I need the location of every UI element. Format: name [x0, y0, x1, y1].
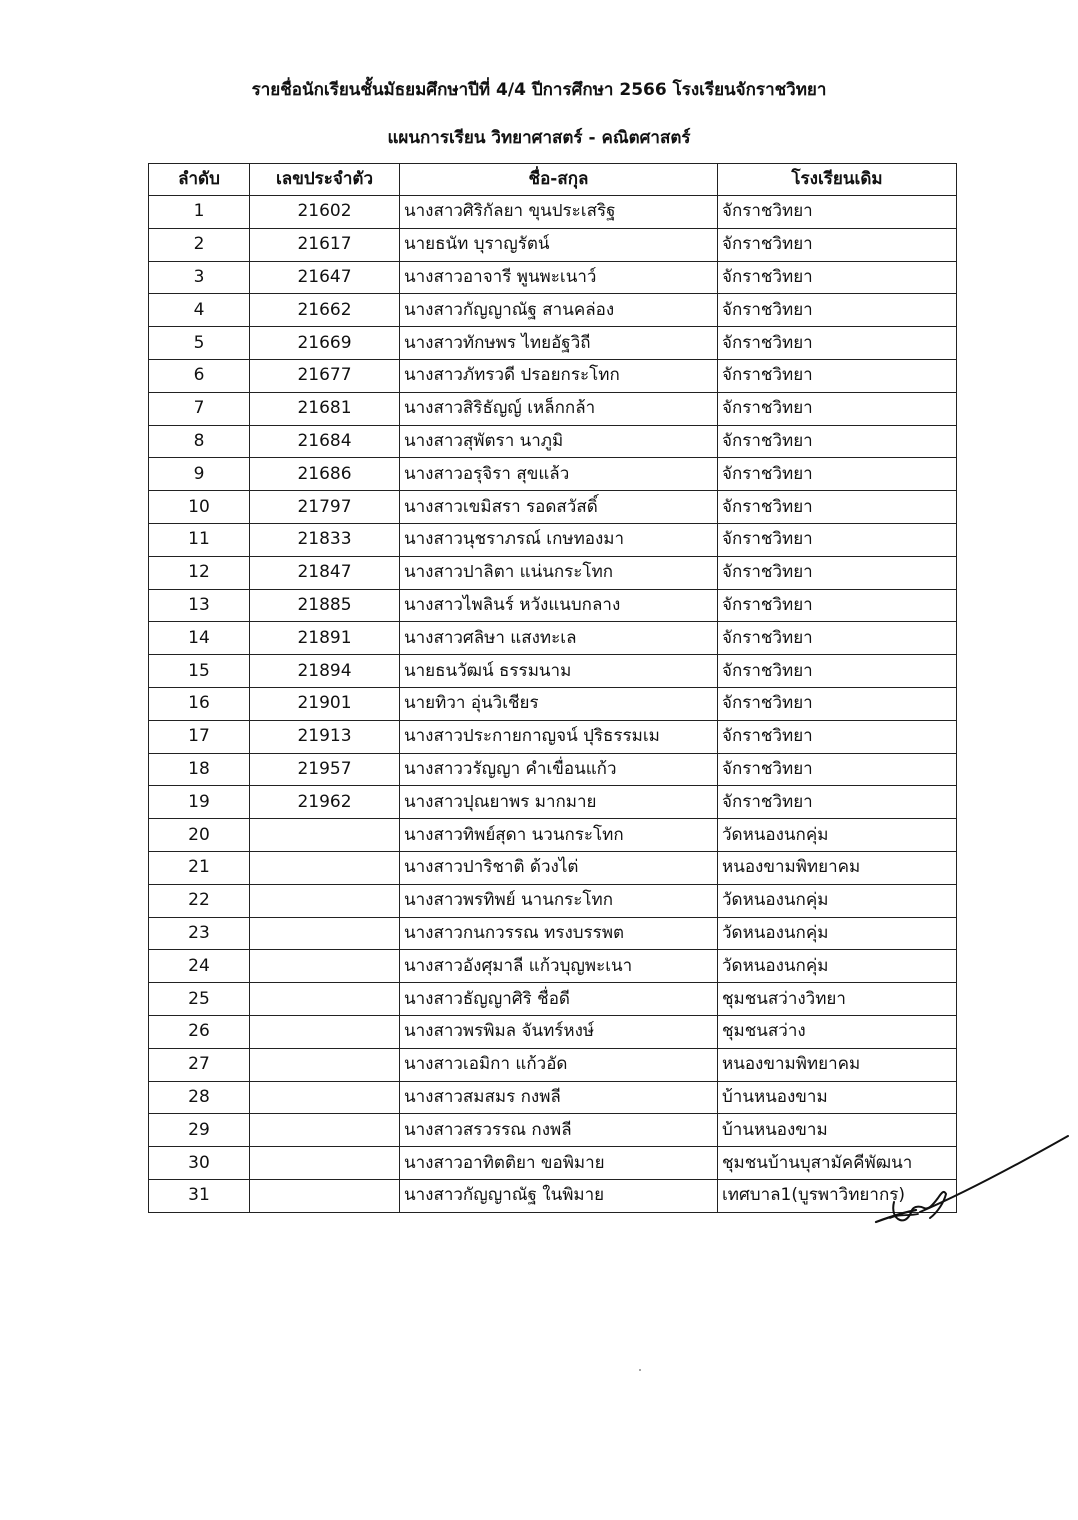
row-previous-school-cell: ชุมชนสว่าง	[718, 1015, 957, 1048]
row-order-cell: 15	[149, 655, 250, 688]
row-student-id-cell	[250, 917, 400, 950]
row-student-id-cell	[250, 884, 400, 917]
row-order-cell: 11	[149, 523, 250, 556]
row-previous-school-cell: จักราชวิทยา	[718, 523, 957, 556]
row-student-id-cell	[250, 1081, 400, 1114]
row-order-cell: 24	[149, 950, 250, 983]
table-row	[149, 917, 957, 950]
row-previous-school-cell: จักราชวิทยา	[718, 228, 957, 261]
row-previous-school-cell: จักราชวิทยา	[718, 491, 957, 524]
table-row	[149, 261, 957, 294]
row-previous-school-cell: บ้านหนองขาม	[718, 1081, 957, 1114]
table-row	[149, 1114, 957, 1147]
row-full-name-cell: นางสาวสุพัตรา นาภูมิ	[400, 425, 718, 458]
row-full-name-cell: นายธนัท บุราญรัตน์	[400, 228, 718, 261]
table-row	[149, 359, 957, 392]
row-student-id-cell: 21677	[250, 359, 400, 392]
row-previous-school-cell: วัดหนองนกคุ่ม	[718, 917, 957, 950]
row-order-cell: 14	[149, 622, 250, 655]
row-student-id-cell	[250, 950, 400, 983]
row-student-id-cell	[250, 1048, 400, 1081]
row-full-name-cell: นางสาวอรุจิรา สุขแล้ว	[400, 458, 718, 491]
row-previous-school-cell: วัดหนองนกคุ่ม	[718, 950, 957, 983]
scan-speck	[639, 1369, 641, 1371]
row-order-cell: 8	[149, 425, 250, 458]
table-row	[149, 1179, 957, 1212]
table-row	[149, 458, 957, 491]
table-body	[149, 196, 957, 1213]
table-row	[149, 228, 957, 261]
row-student-id-cell: 21962	[250, 786, 400, 819]
row-full-name-cell: นางสาวกัญญาณัฐ สานคล่อง	[400, 294, 718, 327]
row-student-id-cell	[250, 851, 400, 884]
row-order-cell: 16	[149, 687, 250, 720]
row-previous-school-cell: ชุมชนสว่างวิทยา	[718, 983, 957, 1016]
table-row	[149, 327, 957, 360]
row-full-name-cell: นางสาวประกายกาญจน์ ปุริธรรมเม	[400, 720, 718, 753]
row-full-name-cell: นางสาวเขมิสรา รอดสวัสดิ์	[400, 491, 718, 524]
row-order-cell: 10	[149, 491, 250, 524]
table-row	[149, 1147, 957, 1180]
row-student-id-cell	[250, 1179, 400, 1212]
table-row	[149, 556, 957, 589]
document-subtitle: แผนการเรียน วิทยาศาสตร์ - คณิตศาสตร์	[387, 128, 691, 148]
table-header-row	[149, 164, 957, 196]
row-previous-school-cell: จักราชวิทยา	[718, 458, 957, 491]
row-student-id-cell: 21901	[250, 687, 400, 720]
row-student-id-cell	[250, 1147, 400, 1180]
table-row	[149, 950, 957, 983]
table-row	[149, 523, 957, 556]
row-student-id-cell: 21891	[250, 622, 400, 655]
row-full-name-cell: นางสาววรัญญา คำเขื่อนแก้ว	[400, 753, 718, 786]
row-previous-school-cell: จักราชวิทยา	[718, 196, 957, 229]
header-student-id: เลขประจำตัว	[250, 164, 400, 196]
table-row	[149, 687, 957, 720]
table-row	[149, 753, 957, 786]
row-full-name-cell: นางสาวสมสมร กงพลี	[400, 1081, 718, 1114]
row-full-name-cell: นางสาวศลิษา แสงทะเล	[400, 622, 718, 655]
row-order-cell: 25	[149, 983, 250, 1016]
row-order-cell: 17	[149, 720, 250, 753]
table-row	[149, 720, 957, 753]
table-row	[149, 589, 957, 622]
table-row	[149, 1081, 957, 1114]
row-previous-school-cell: จักราชวิทยา	[718, 687, 957, 720]
row-full-name-cell: นางสาวกัญญาณัฐ ในพิมาย	[400, 1179, 718, 1212]
row-full-name-cell: นางสาวนุชราภรณ์ เกษทองมา	[400, 523, 718, 556]
row-previous-school-cell: จักราชวิทยา	[718, 589, 957, 622]
row-previous-school-cell: จักราชวิทยา	[718, 425, 957, 458]
table-row	[149, 622, 957, 655]
row-student-id-cell: 21669	[250, 327, 400, 360]
row-previous-school-cell: จักราชวิทยา	[718, 622, 957, 655]
row-order-cell: 13	[149, 589, 250, 622]
row-full-name-cell: นางสาวภัทรวดี ปรอยกระโทก	[400, 359, 718, 392]
row-order-cell: 3	[149, 261, 250, 294]
row-full-name-cell: นางสาวเอมิกา แก้วอัด	[400, 1048, 718, 1081]
row-order-cell: 12	[149, 556, 250, 589]
student-roster-table	[148, 163, 957, 1213]
row-order-cell: 27	[149, 1048, 250, 1081]
header-order: ลำดับ	[149, 164, 250, 196]
table-row	[149, 819, 957, 852]
row-previous-school-cell: จักราชวิทยา	[718, 294, 957, 327]
row-previous-school-cell: วัดหนองนกคุ่ม	[718, 884, 957, 917]
header-previous-school: โรงเรียนเดิม	[718, 164, 957, 196]
row-order-cell: 23	[149, 917, 250, 950]
row-order-cell: 21	[149, 851, 250, 884]
table-row	[149, 983, 957, 1016]
row-student-id-cell: 21617	[250, 228, 400, 261]
row-student-id-cell: 21647	[250, 261, 400, 294]
row-order-cell: 20	[149, 819, 250, 852]
row-student-id-cell: 21684	[250, 425, 400, 458]
row-previous-school-cell: จักราชวิทยา	[718, 655, 957, 688]
row-previous-school-cell: จักราชวิทยา	[718, 327, 957, 360]
row-student-id-cell	[250, 1015, 400, 1048]
row-student-id-cell: 21894	[250, 655, 400, 688]
row-student-id-cell: 21957	[250, 753, 400, 786]
row-order-cell: 4	[149, 294, 250, 327]
row-student-id-cell	[250, 983, 400, 1016]
table-row	[149, 425, 957, 458]
row-order-cell: 18	[149, 753, 250, 786]
table-row	[149, 1015, 957, 1048]
row-full-name-cell: นางสาวปาริชาติ ด้วงไต่	[400, 851, 718, 884]
row-student-id-cell: 21681	[250, 392, 400, 425]
row-previous-school-cell: เทศบาล1(บูรพาวิทยากร)	[718, 1179, 957, 1212]
row-order-cell: 30	[149, 1147, 250, 1180]
table-row	[149, 196, 957, 229]
row-full-name-cell: นางสาวศิริกัลยา ขุนประเสริฐ	[400, 196, 718, 229]
row-student-id-cell: 21686	[250, 458, 400, 491]
row-student-id-cell: 21847	[250, 556, 400, 589]
document-title: รายชื่อนักเรียนชั้นมัธยมศึกษาปีที่ 4/4 ปีการศึกษา 2566 โรงเรียนจักราชวิทยา	[251, 80, 827, 100]
row-order-cell: 9	[149, 458, 250, 491]
row-order-cell: 31	[149, 1179, 250, 1212]
row-full-name-cell: นางสาวปาลิตา แน่นกระโทก	[400, 556, 718, 589]
row-order-cell: 19	[149, 786, 250, 819]
row-full-name-cell: นางสาวทิพย์สุดา นวนกระโทก	[400, 819, 718, 852]
table-row	[149, 655, 957, 688]
row-order-cell: 5	[149, 327, 250, 360]
row-full-name-cell: นางสาวพรพิมล จันทร์หงษ์	[400, 1015, 718, 1048]
row-previous-school-cell: จักราชวิทยา	[718, 359, 957, 392]
row-order-cell: 2	[149, 228, 250, 261]
row-previous-school-cell: ชุมชนบ้านบุสามัคคีพัฒนา	[718, 1147, 957, 1180]
row-full-name-cell: นางสาวไพลินร์ หวังแนบกลาง	[400, 589, 718, 622]
row-student-id-cell: 21602	[250, 196, 400, 229]
row-previous-school-cell: จักราชวิทยา	[718, 786, 957, 819]
row-full-name-cell: นางสาวสรวรรณ กงพลี	[400, 1114, 718, 1147]
row-student-id-cell: 21885	[250, 589, 400, 622]
row-student-id-cell	[250, 1114, 400, 1147]
row-order-cell: 7	[149, 392, 250, 425]
row-full-name-cell: นายธนวัฒน์ ธรรมนาม	[400, 655, 718, 688]
row-full-name-cell: นางสาวปุณยาพร มากมาย	[400, 786, 718, 819]
row-previous-school-cell: หนองขามพิทยาคม	[718, 1048, 957, 1081]
row-previous-school-cell: จักราชวิทยา	[718, 720, 957, 753]
row-order-cell: 22	[149, 884, 250, 917]
row-student-id-cell: 21913	[250, 720, 400, 753]
row-full-name-cell: นางสาวพรทิพย์ นานกระโทก	[400, 884, 718, 917]
row-previous-school-cell: จักราชวิทยา	[718, 556, 957, 589]
header-full-name: ชื่อ-สกุล	[400, 164, 718, 196]
signature-icon	[872, 1132, 1072, 1232]
table-row	[149, 491, 957, 524]
row-student-id-cell: 21833	[250, 523, 400, 556]
row-student-id-cell	[250, 819, 400, 852]
table-row	[149, 786, 957, 819]
row-order-cell: 28	[149, 1081, 250, 1114]
row-previous-school-cell: จักราชวิทยา	[718, 753, 957, 786]
row-full-name-cell: นางสาวอาจารี พูนพะเนาว์	[400, 261, 718, 294]
row-order-cell: 6	[149, 359, 250, 392]
row-full-name-cell: นางสาวทักษพร ไทยอัฐวิถี	[400, 327, 718, 360]
row-full-name-cell: นางสาวอังศุมาลี แก้วบุญพะเนา	[400, 950, 718, 983]
row-order-cell: 1	[149, 196, 250, 229]
row-full-name-cell: นางสาวสิริธัญญ์ เหล็กกล้า	[400, 392, 718, 425]
row-previous-school-cell: จักราชวิทยา	[718, 261, 957, 294]
row-full-name-cell: นางสาวอาทิตติยา ขอพิมาย	[400, 1147, 718, 1180]
row-full-name-cell: นายทิวา อุ่นวิเชียร	[400, 687, 718, 720]
row-full-name-cell: นางสาวธัญญาศิริ ชื่อดี	[400, 983, 718, 1016]
row-order-cell: 26	[149, 1015, 250, 1048]
table-row	[149, 851, 957, 884]
row-previous-school-cell: บ้านหนองขาม	[718, 1114, 957, 1147]
table-row	[149, 294, 957, 327]
row-full-name-cell: นางสาวกนกวรรณ ทรงบรรพต	[400, 917, 718, 950]
row-student-id-cell: 21662	[250, 294, 400, 327]
row-previous-school-cell: วัดหนองนกคุ่ม	[718, 819, 957, 852]
row-previous-school-cell: หนองขามพิทยาคม	[718, 851, 957, 884]
table-row	[149, 884, 957, 917]
table-row	[149, 392, 957, 425]
table-row	[149, 1048, 957, 1081]
row-student-id-cell: 21797	[250, 491, 400, 524]
row-previous-school-cell: จักราชวิทยา	[718, 392, 957, 425]
row-order-cell: 29	[149, 1114, 250, 1147]
